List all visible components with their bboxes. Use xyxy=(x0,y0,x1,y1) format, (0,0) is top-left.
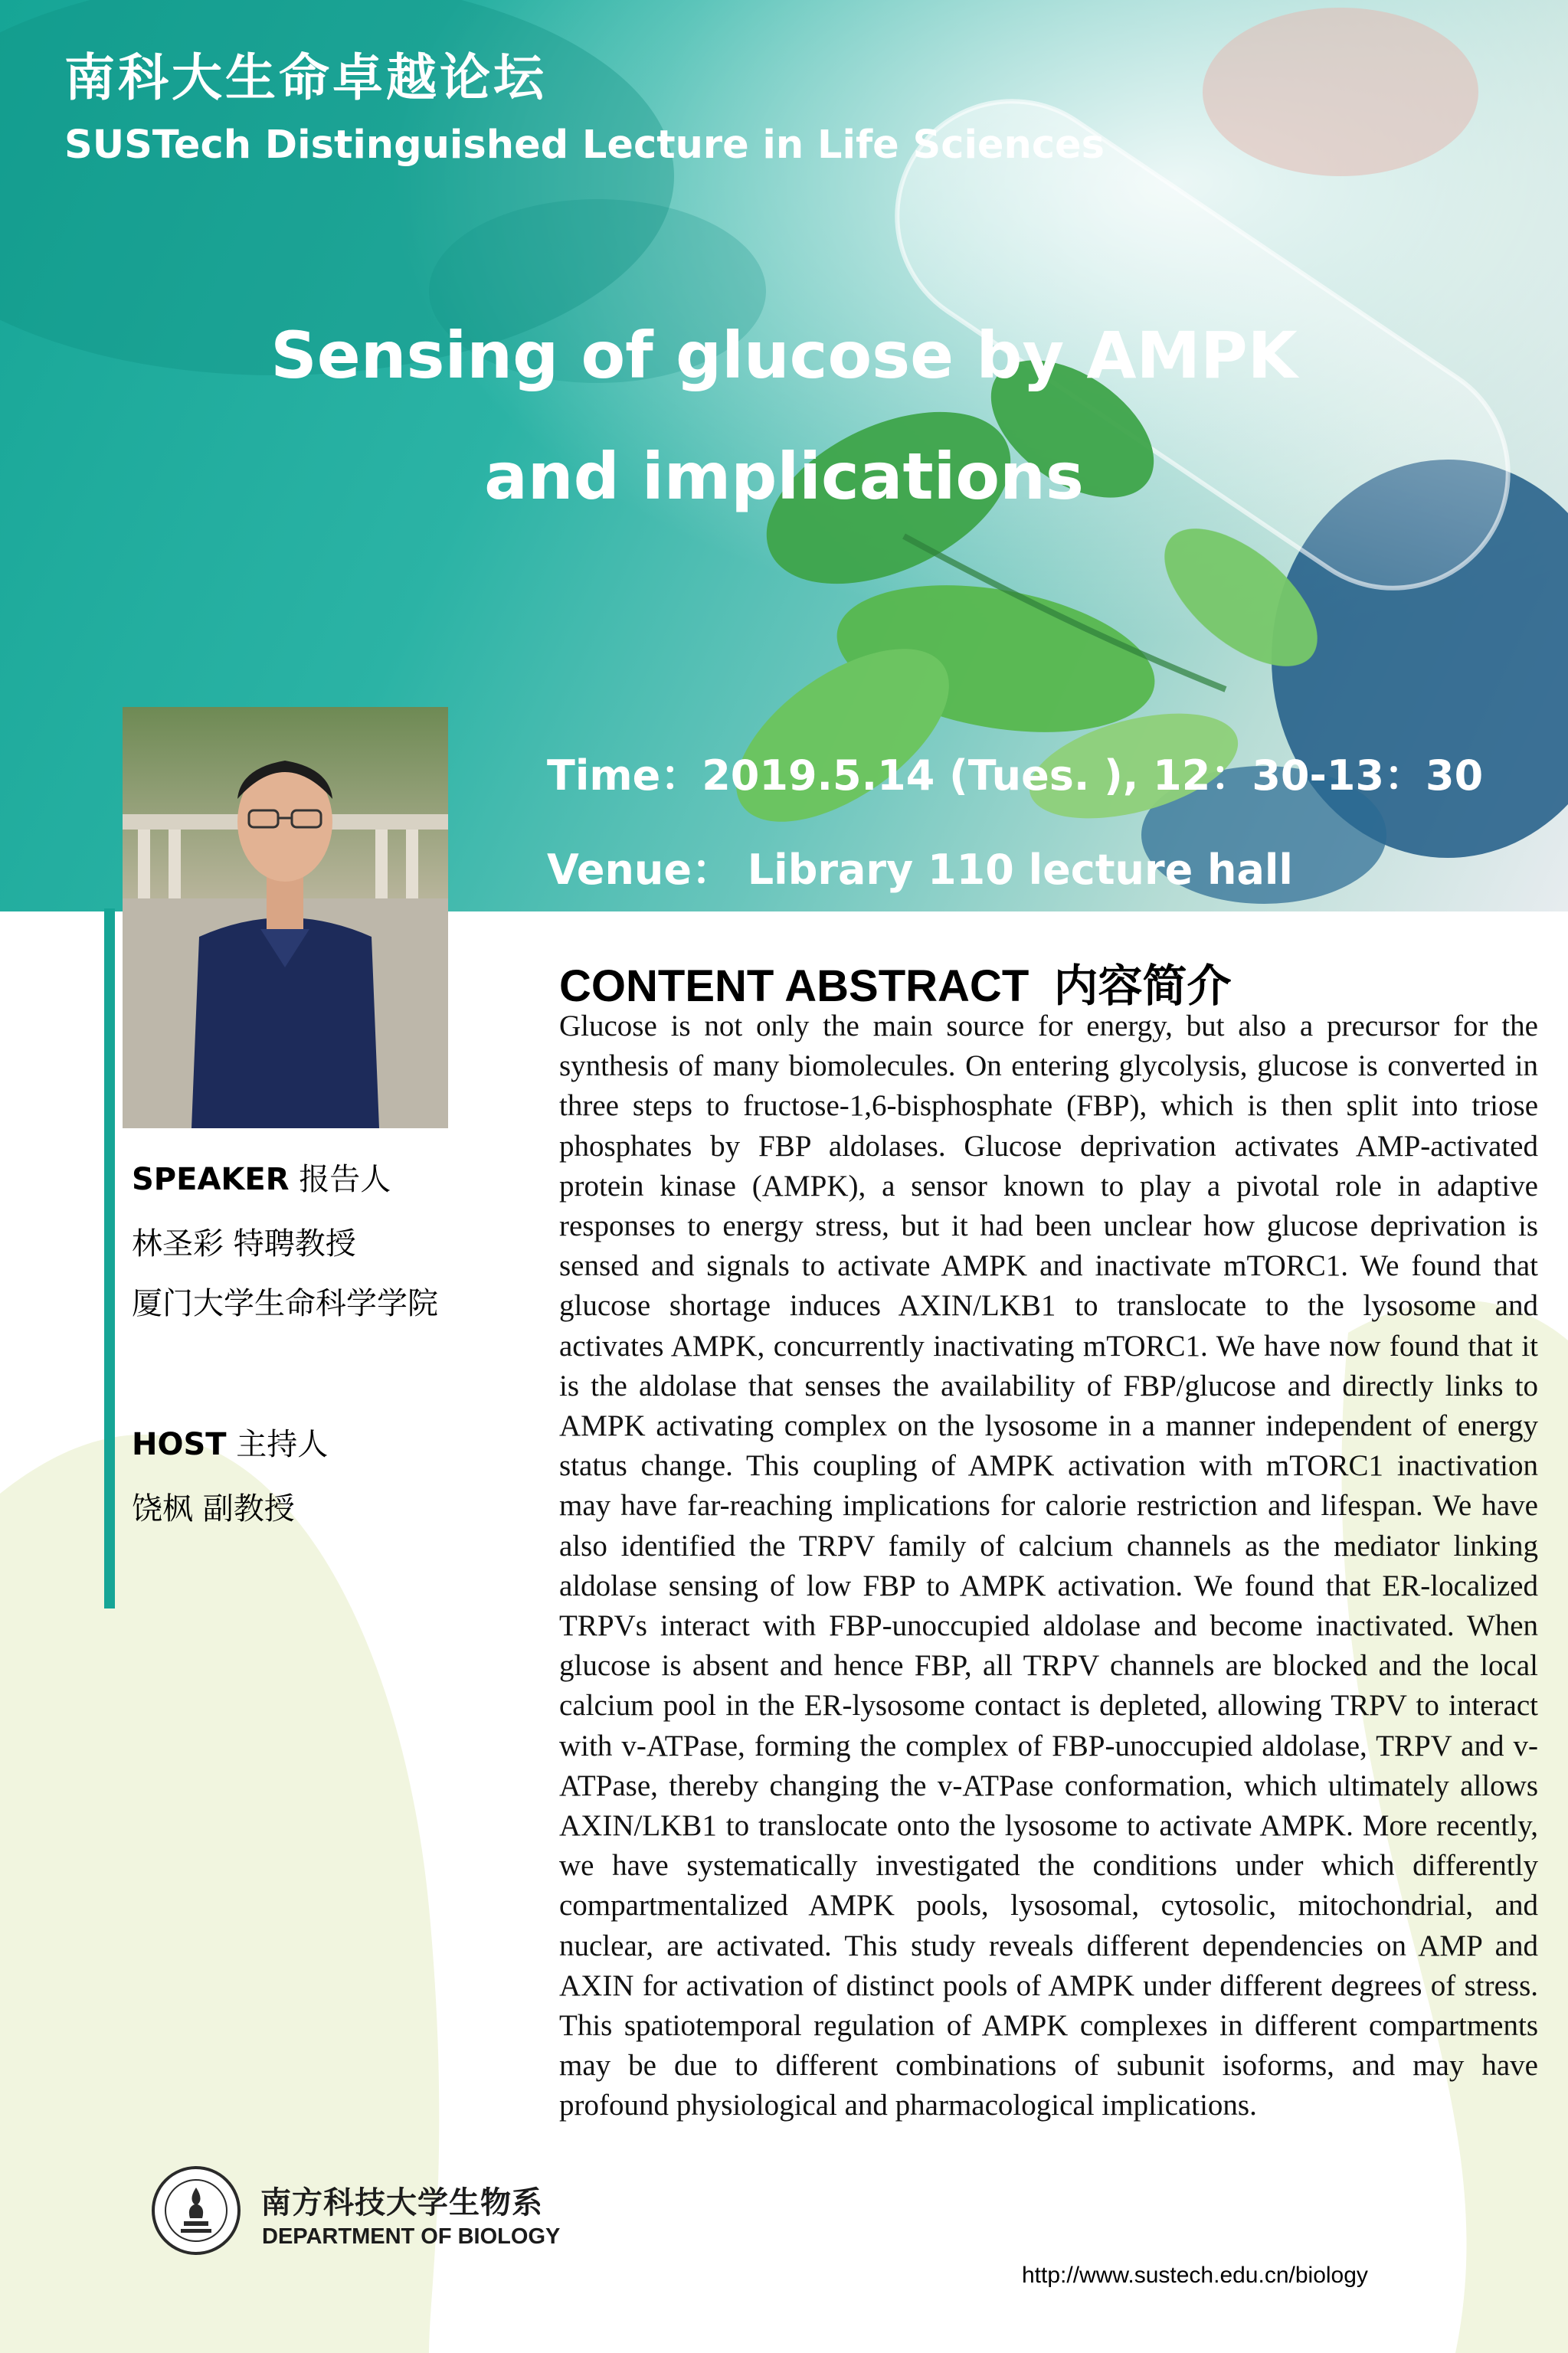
lecture-time: Time：2019.5.14 (Tues. ), 12：30-13：30 xyxy=(547,751,1484,800)
forum-title-cn: 南科大生命卓越论坛 xyxy=(64,48,547,107)
speaker-heading-cn: 报告人 xyxy=(299,1162,391,1197)
lecture-title xyxy=(0,295,1568,537)
lecture-title-line1: Sensing of glucose by AMPK xyxy=(270,318,1298,393)
department-name-cn: 南方科技大学生物系 xyxy=(260,2185,543,2220)
abstract-heading-cn: 内容简介 xyxy=(1053,961,1232,1011)
abstract-body: Glucose is not only the main source for energy, but also a precursor for the synthesis of many biomolecules. On entering glycolysis, glucose is converted in three steps to fructose-1,6-bisphosphate (FBP), which is then split into triose phosphates by FBP aldolases. Glucose deprivation activates AMP-activated protein kinase (AMPK), a sensor known to play a pivotal role in adaptive responses to energy stress, but it had been unclear how glucose deprivation is sensed and signals to activate AMPK and inactivate mTORC1. We found that glucose shortage induces AXIN/LKB1 to translocate to the lysosome and activates AMPK, concurrently inactivating mTORC1. We have now found that it is the aldolase that senses the availability of FBP/glucose and directly links to AMPK activating complex on the lysosome in a manner independent of energy status change. This coupling of AMPK activation with mTORC1 inactivation may have far-reaching implications for calorie restriction and lifespan. We have also identified the TRPV family of calcium channels as the mediator linking aldolase sensing of low FBP to AMPK activation. We found that ER-localized TRPVs interact with FBP-unoccupied aldolase and become inactivated. When glucose is absent and hence FBP, all TRPV channels are blocked and the local calcium pool in the ER-lysosome contact is depleted, allowing TRPV to interact with v-ATPase, forming the complex of FBP-unoccupied aldolase, TRPV and v-ATPase, thereby changing the v-ATPase conformation, which ultimately allows AXIN/LKB1 to translocate onto the lysosome to activate AMPK. More recently, we have systematically investigated the conditions under which differently compartmentalized AMPK pools, lysosomal, cytosolic, mitochondrial, and nuclear, are activated. This study reveals different dependencies on AMP and AXIN for activation of distinct pools of AMPK under different degrees of stress. This spatiotemporal regulation of AMPK complexes in different compartments may be due to different combinations of subunit isoforms, and may have profound physiological and pharmacological implications. xyxy=(559,1010,1538,2122)
host-heading xyxy=(132,1420,328,1464)
speaker-portrait-icon xyxy=(123,707,448,1128)
accent-bar xyxy=(104,908,115,1608)
host-heading-cn: 主持人 xyxy=(236,1427,329,1462)
speaker-heading-en: SPEAKER xyxy=(132,1162,290,1197)
speaker-name: 林圣彩 特聘教授 xyxy=(132,1226,356,1262)
department-url[interactable]: http://www.sustech.edu.cn/biology xyxy=(1022,2263,1368,2288)
speaker-heading xyxy=(132,1155,391,1199)
department-name-en: DEPARTMENT OF BIOLOGY xyxy=(262,2224,561,2249)
speaker-affiliation: 厦门大学生命科学学院 xyxy=(132,1286,438,1321)
lecture-title-line2: and implications xyxy=(484,439,1084,514)
lecture-venue: Venue： Library 110 lecture hall xyxy=(547,846,1293,894)
abstract-heading xyxy=(559,950,1232,1014)
forum-title-en: SUSTech Distinguished Lecture in Life Sciences xyxy=(64,123,1105,168)
host-name: 饶枫 副教授 xyxy=(132,1491,295,1527)
speaker-photo xyxy=(123,707,448,1128)
abstract-heading-en: CONTENT ABSTRACT xyxy=(559,961,1030,1011)
university-seal-icon xyxy=(150,2165,242,2256)
host-heading-en: HOST xyxy=(132,1427,227,1462)
